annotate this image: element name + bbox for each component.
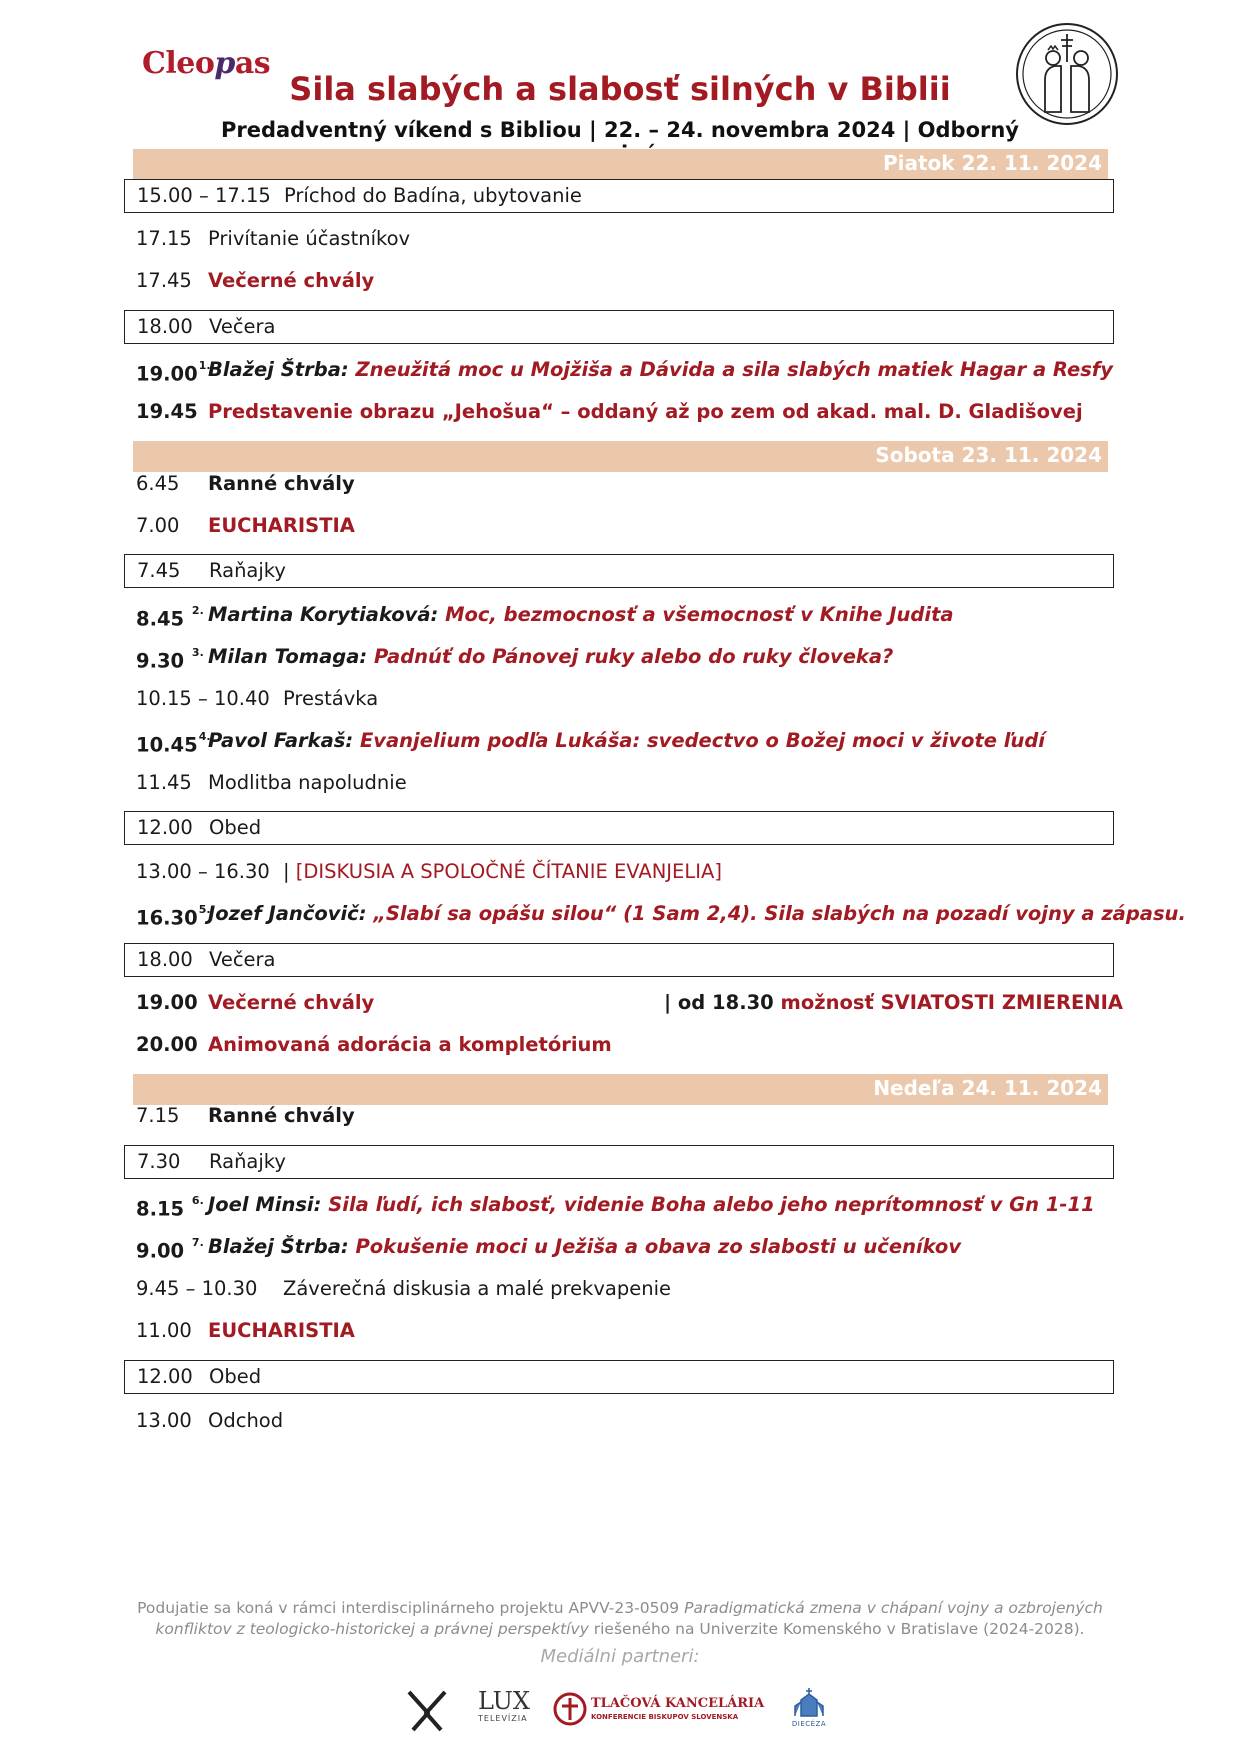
row-time: 19.00 <box>136 362 198 386</box>
lecture-row <box>124 354 1114 388</box>
row-time: 12.00 <box>137 816 193 839</box>
tk-text: TLAČOVÁ KANCELÁRIA <box>591 1696 765 1711</box>
page-subtitle: Predadventný víkend s Bibliou | 22. – 24. novembra 2024 | Odborný <box>220 118 1019 142</box>
day-label: Sobota 23. 11. 2024 <box>875 443 1102 467</box>
page-title: Sila slabých a slabosť silných v Biblii <box>289 70 951 108</box>
schedule-row <box>124 310 1114 344</box>
partners-label: Mediálni partneri: <box>540 1646 700 1667</box>
speaker: Blažej Štrba: <box>208 358 349 381</box>
row-label: [DISKUSIA A SPOLOČNÉ ČÍTANIE EVANJELIA] <box>295 860 722 883</box>
row-label: EUCHARISTIA <box>208 514 355 537</box>
schedule-row <box>124 265 1114 299</box>
schedule-row <box>124 1405 1114 1439</box>
row-label: Obed <box>209 1365 262 1388</box>
lux-tv-logo <box>478 1688 540 1723</box>
lecture-topic: Moc, bezmocnosť a všemocnosť v Knihe Judita <box>445 603 954 626</box>
lecture-row <box>124 1189 1114 1223</box>
lecture-topic: „Slabí sa opášu silou“ (1 Sam 2,4). Sila slabých na pozadí vojny a zápasu. <box>373 902 1186 925</box>
schedule-row <box>124 943 1114 977</box>
day-label: Nedeľa 24. 11. 2024 <box>873 1076 1102 1100</box>
lecture-topic: Sila ľudí, ich slabosť, videnie Boha alebo jeho neprítomnosť v Gn 1-11 <box>328 1193 1095 1216</box>
lecture-row <box>124 641 1114 675</box>
row-time: 18.00 <box>137 315 193 338</box>
day-header-friday <box>133 149 1108 180</box>
row-time: 17.15 <box>136 227 192 250</box>
schedule-row <box>124 1273 1114 1307</box>
row-time: 8.15 <box>136 1197 185 1221</box>
row-time: 20.00 <box>136 1033 198 1056</box>
row-label: Animovaná adorácia a kompletórium <box>208 1033 612 1056</box>
row-time: 7.15 <box>136 1104 180 1127</box>
note-project-title: Paradigmatická zmena v chápaní vojny a ozbrojených <box>684 1599 1103 1617</box>
speaker: Milan Tomaga: <box>208 645 368 668</box>
row-time: 17.45 <box>136 269 192 292</box>
row-time: 10.45 <box>136 733 198 757</box>
confession-label: možnosť SVIATOSTI ZMIERENIA <box>780 991 1123 1014</box>
logo-part: Cleo <box>142 46 215 81</box>
tk-kbs-emblem-icon <box>553 1692 587 1726</box>
row-time: 9.00 <box>136 1239 185 1263</box>
note-text: riešeného na Univerzite Komenského v Bratislave (2024-2028). <box>588 1620 1085 1638</box>
diecezia-text: DIECÉZA <box>791 1720 827 1728</box>
speaker: Pavol Farkaš: <box>208 729 354 752</box>
confession-time: | od 18.30 <box>664 991 774 1014</box>
schedule-row <box>124 683 1114 717</box>
speaker: Martina Korytiaková: <box>208 603 439 626</box>
project-note <box>130 1598 1110 1640</box>
row-time: 7.30 <box>137 1150 181 1173</box>
row-time: 18.00 <box>137 948 193 971</box>
separator: | <box>283 860 290 883</box>
schedule-row <box>124 510 1114 544</box>
day-label: Piatok 22. 11. 2024 <box>882 151 1102 175</box>
row-label: Večera <box>209 315 276 338</box>
diecezia-logo <box>787 1686 831 1728</box>
note-project-title: konfliktov z teologicko-historickej a právnej perspektívy <box>155 1620 589 1638</box>
row-time: 9.30 <box>136 649 185 673</box>
schedule-row <box>124 179 1114 213</box>
project-note-line <box>130 1598 1110 1619</box>
tk-subtext: KONFERENCIE BISKUPOV SLOVENSKA <box>591 1713 739 1721</box>
row-time: 11.45 <box>136 771 192 794</box>
schedule-row <box>124 1029 1114 1063</box>
lux-subtext: TELEVÍZIA <box>478 1714 528 1723</box>
row-label: Ranné chvály <box>208 472 355 495</box>
row-label: Modlitba napoludnie <box>208 771 407 794</box>
lecture-number: 5. <box>198 903 211 916</box>
row-label: Obed <box>209 816 262 839</box>
saints-seal-icon <box>1015 22 1119 126</box>
lecture-number: 4. <box>198 730 211 743</box>
lecture-topic: Evanjelium podľa Lukáša: svedectvo o Božej moci v živote ľudí <box>359 729 1045 752</box>
row-label: Príchod do Badína, ubytovanie <box>284 184 582 207</box>
row-label: EUCHARISTIA <box>208 1319 355 1342</box>
row-label: Raňajky <box>209 1150 286 1173</box>
schedule-row <box>124 1100 1114 1134</box>
schedule-row <box>124 396 1114 430</box>
note-text: Podujatie sa koná v rámci interdisciplinárneho projektu APVV-23-0509 <box>137 1599 685 1617</box>
row-time: 6.45 <box>136 472 180 495</box>
speaker: Jozef Jančovič: <box>208 902 367 925</box>
schedule-row <box>124 223 1114 257</box>
row-label: Večerné chvály <box>208 991 375 1014</box>
schedule-row <box>124 767 1114 801</box>
row-time: 9.45 – 10.30 <box>136 1277 258 1300</box>
lux-text: LUX <box>478 1687 530 1715</box>
x-logo-icon <box>405 1688 451 1734</box>
lecture-number: 2. <box>191 604 204 617</box>
lecture-number: 1. <box>198 359 211 372</box>
row-time: 19.00 <box>136 991 198 1014</box>
lecture-number: 6. <box>191 1194 204 1207</box>
row-label: Raňajky <box>209 559 286 582</box>
schedule-row <box>124 1315 1114 1349</box>
row-label: Večerné chvály <box>208 269 375 292</box>
row-label: Odchod <box>208 1409 284 1432</box>
row-time: 7.45 <box>137 559 181 582</box>
lecture-row <box>124 1231 1114 1265</box>
row-time: 19.45 <box>136 400 198 423</box>
lecture-row <box>124 725 1114 759</box>
lecture-number: 7. <box>191 1236 204 1249</box>
row-label: Ranné chvály <box>208 1104 355 1127</box>
church-icon <box>791 1686 827 1720</box>
row-time: 12.00 <box>137 1365 193 1388</box>
row-time: 10.15 – 10.40 <box>136 687 270 710</box>
row-time: 13.00 <box>136 1409 192 1432</box>
schedule-row <box>124 856 1114 890</box>
logo-swash: p <box>214 46 235 81</box>
row-time: 7.00 <box>136 514 180 537</box>
schedule-row <box>124 987 1123 1021</box>
row-label: Privítanie účastníkov <box>208 227 411 250</box>
row-time: 8.45 <box>136 607 185 631</box>
lecture-topic: Pokušenie moci u Ježiša a obava zo slabosti u učeníkov <box>355 1235 962 1258</box>
lecture-topic: Zneužitá moc u Mojžiša a Dávida a sila slabých matiek Hagar a Resfy <box>355 358 1113 381</box>
speaker: Joel Minsi: <box>208 1193 322 1216</box>
row-label: Záverečná diskusia a malé prekvapenie <box>283 1277 671 1300</box>
schedule-row <box>124 554 1114 588</box>
schedule-row <box>124 811 1114 845</box>
row-time: 13.00 – 16.30 <box>136 860 270 883</box>
lecture-row <box>124 599 1114 633</box>
row-time: 15.00 – 17.15 <box>137 184 271 207</box>
schedule-row <box>124 1145 1114 1179</box>
row-time: 16.30 <box>136 906 198 930</box>
project-note-line <box>130 1619 1110 1640</box>
row-time: 11.00 <box>136 1319 192 1342</box>
schedule-row <box>124 1360 1114 1394</box>
row-label: Večera <box>209 948 276 971</box>
lecture-number: 3. <box>191 646 204 659</box>
schedule-row <box>124 468 1114 502</box>
lecture-topic: Padnúť do Pánovej ruky alebo do ruky človeka? <box>373 645 894 668</box>
row-label: Prestávka <box>283 687 379 710</box>
lecture-row <box>124 898 1186 932</box>
speaker: Blažej Štrba: <box>208 1235 349 1258</box>
logo-part: as <box>234 46 271 81</box>
row-label: Predstavenie obrazu „Jehošua“ – oddaný až po zem od akad. mal. D. Gladišovej <box>208 400 1083 423</box>
